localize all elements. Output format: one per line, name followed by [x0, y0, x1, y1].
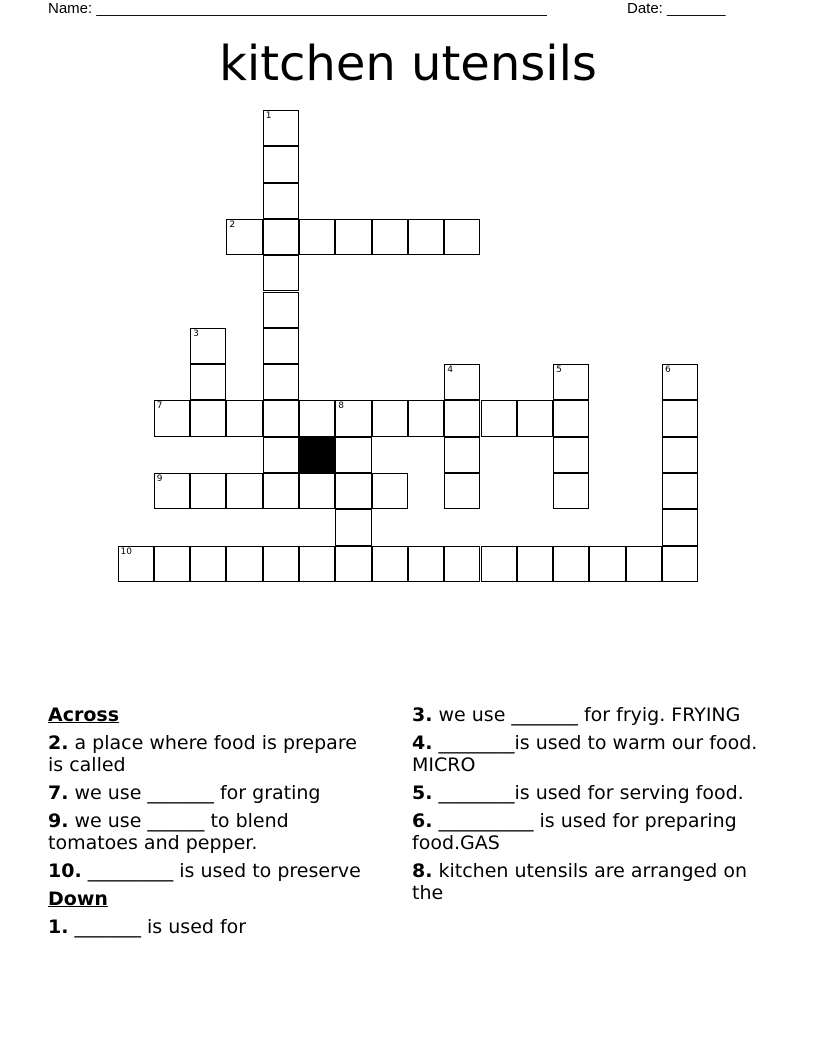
crossword-cell[interactable]	[444, 400, 480, 436]
crossword-cell[interactable]	[335, 546, 371, 582]
crossword-cell[interactable]	[335, 437, 371, 473]
clue-number: 8.	[412, 860, 433, 882]
cell-number: 3	[193, 328, 199, 339]
crossword-cell[interactable]	[263, 473, 299, 509]
down-heading: Down	[48, 888, 108, 910]
crossword-cell[interactable]	[553, 364, 589, 400]
clue-down-4	[412, 732, 772, 776]
crossword-cell[interactable]	[553, 437, 589, 473]
crossword-cell[interactable]	[553, 546, 589, 582]
crossword-cell[interactable]	[626, 546, 662, 582]
clue-across-2	[48, 732, 378, 776]
crossword-cell[interactable]	[372, 219, 408, 255]
crossword-cell[interactable]	[190, 400, 226, 436]
crossword-cell[interactable]	[263, 219, 299, 255]
crossword-cell[interactable]	[263, 400, 299, 436]
clue-text: we use _______ for fryig. FRYING	[432, 704, 741, 726]
clue-number: 4.	[412, 732, 433, 754]
crossword-cell[interactable]	[263, 437, 299, 473]
cell-number: 5	[556, 365, 562, 376]
crossword-cell[interactable]	[154, 473, 190, 509]
crossword-cell[interactable]	[154, 546, 190, 582]
clue-down-6	[412, 810, 772, 854]
crossword-cell[interactable]	[662, 400, 698, 436]
crossword-cell[interactable]	[154, 400, 190, 436]
clue-text: __________ is used for preparing food.GAS	[412, 810, 737, 854]
clue-number: 10.	[48, 860, 82, 882]
clue-text: ________is used for serving food.	[432, 782, 744, 804]
clues-right-column	[412, 704, 772, 910]
cell-number: 7	[156, 401, 163, 412]
clue-down-3	[412, 704, 772, 726]
crossword-cell[interactable]	[263, 292, 299, 328]
crossword-cell[interactable]	[190, 546, 226, 582]
crossword-cell[interactable]	[299, 546, 335, 582]
crossword-cell[interactable]	[263, 255, 299, 291]
cell-number: 2	[229, 219, 236, 230]
crossword-cell[interactable]	[263, 183, 299, 219]
clue-text: _________ is used to preserve	[81, 860, 361, 882]
crossword-cell[interactable]	[372, 400, 408, 436]
crossword-cell[interactable]	[517, 400, 553, 436]
clue-text: we use _______ for grating	[68, 782, 321, 804]
clue-text: _______ is used for	[68, 916, 247, 938]
crossword-cell[interactable]	[372, 546, 408, 582]
crossword-cell[interactable]	[226, 219, 262, 255]
clue-number: 9.	[48, 810, 69, 832]
clue-number: 5.	[412, 782, 433, 804]
crossword-cell[interactable]	[190, 328, 226, 364]
crossword-block-cell	[299, 437, 335, 473]
clue-text: kitchen utensils are arranged on the	[412, 860, 748, 904]
clue-number: 1.	[48, 916, 69, 938]
crossword-cell[interactable]	[299, 473, 335, 509]
crossword-cell[interactable]	[444, 546, 480, 582]
clue-text: a place where food is prepare is called	[48, 732, 357, 776]
cell-number: 1	[265, 111, 272, 121]
page-title: kitchen utensils	[219, 36, 597, 92]
clue-across-9	[48, 810, 378, 854]
crossword-cell[interactable]	[226, 546, 262, 582]
clue-number: 6.	[412, 810, 433, 832]
clue-text: ________is used to warm our food. MICRO	[412, 732, 758, 776]
crossword-cell[interactable]	[481, 400, 517, 436]
crossword-cell[interactable]	[408, 400, 444, 436]
crossword-cell[interactable]	[408, 219, 444, 255]
across-heading: Across	[48, 704, 120, 726]
name-field-line: Name: ______________________________________________________	[48, 0, 547, 17]
cell-number: 6	[665, 365, 671, 376]
crossword-cell[interactable]	[263, 110, 299, 146]
clue-number: 7.	[48, 782, 69, 804]
crossword-cell[interactable]	[444, 219, 480, 255]
crossword-cell[interactable]	[662, 364, 698, 400]
crossword-cell[interactable]	[444, 364, 480, 400]
crossword-cell[interactable]	[118, 546, 154, 582]
crossword-cell[interactable]	[408, 546, 444, 582]
crossword-cell[interactable]	[589, 546, 625, 582]
clues-left-column	[48, 704, 378, 944]
cell-number: 4	[447, 365, 453, 376]
crossword-cell[interactable]	[263, 146, 299, 182]
crossword-cell[interactable]	[190, 364, 226, 400]
crossword-cell[interactable]	[226, 473, 262, 509]
crossword-cell[interactable]	[335, 219, 371, 255]
clue-down-8	[412, 860, 772, 904]
clue-text: we use ______ to blend tomatoes and pepper.	[48, 810, 289, 854]
crossword-cell[interactable]	[263, 546, 299, 582]
crossword-cell[interactable]	[481, 546, 517, 582]
crossword-cell[interactable]	[662, 473, 698, 509]
clue-across-7	[48, 782, 378, 804]
crossword-cell[interactable]	[662, 546, 698, 582]
crossword-cell[interactable]	[553, 473, 589, 509]
clue-down-5	[412, 782, 772, 804]
crossword-cell[interactable]	[444, 437, 480, 473]
crossword-cell[interactable]	[263, 328, 299, 364]
crossword-cell[interactable]	[662, 509, 698, 545]
clue-across-10	[48, 860, 378, 882]
crossword-cell[interactable]	[335, 400, 371, 436]
crossword-cell[interactable]	[299, 400, 335, 436]
crossword-cell[interactable]	[517, 546, 553, 582]
crossword-cell[interactable]	[299, 219, 335, 255]
cell-number: 9	[156, 474, 163, 484]
clue-number: 3.	[412, 704, 433, 726]
crossword-cell[interactable]	[372, 473, 408, 509]
crossword-cell[interactable]	[226, 400, 262, 436]
crossword-cell[interactable]	[662, 437, 698, 473]
clue-down-1	[48, 916, 378, 938]
crossword-cell[interactable]	[553, 400, 589, 436]
date-field-line: Date: _______	[627, 0, 726, 17]
crossword-cell[interactable]	[444, 473, 480, 509]
crossword-cell[interactable]	[190, 473, 226, 509]
cell-number: 8	[338, 401, 345, 412]
crossword-cell[interactable]	[335, 473, 371, 509]
clue-number: 2.	[48, 732, 69, 754]
crossword-cell[interactable]	[263, 364, 299, 400]
cell-number: 10	[120, 546, 132, 557]
crossword-cell[interactable]	[335, 509, 371, 545]
